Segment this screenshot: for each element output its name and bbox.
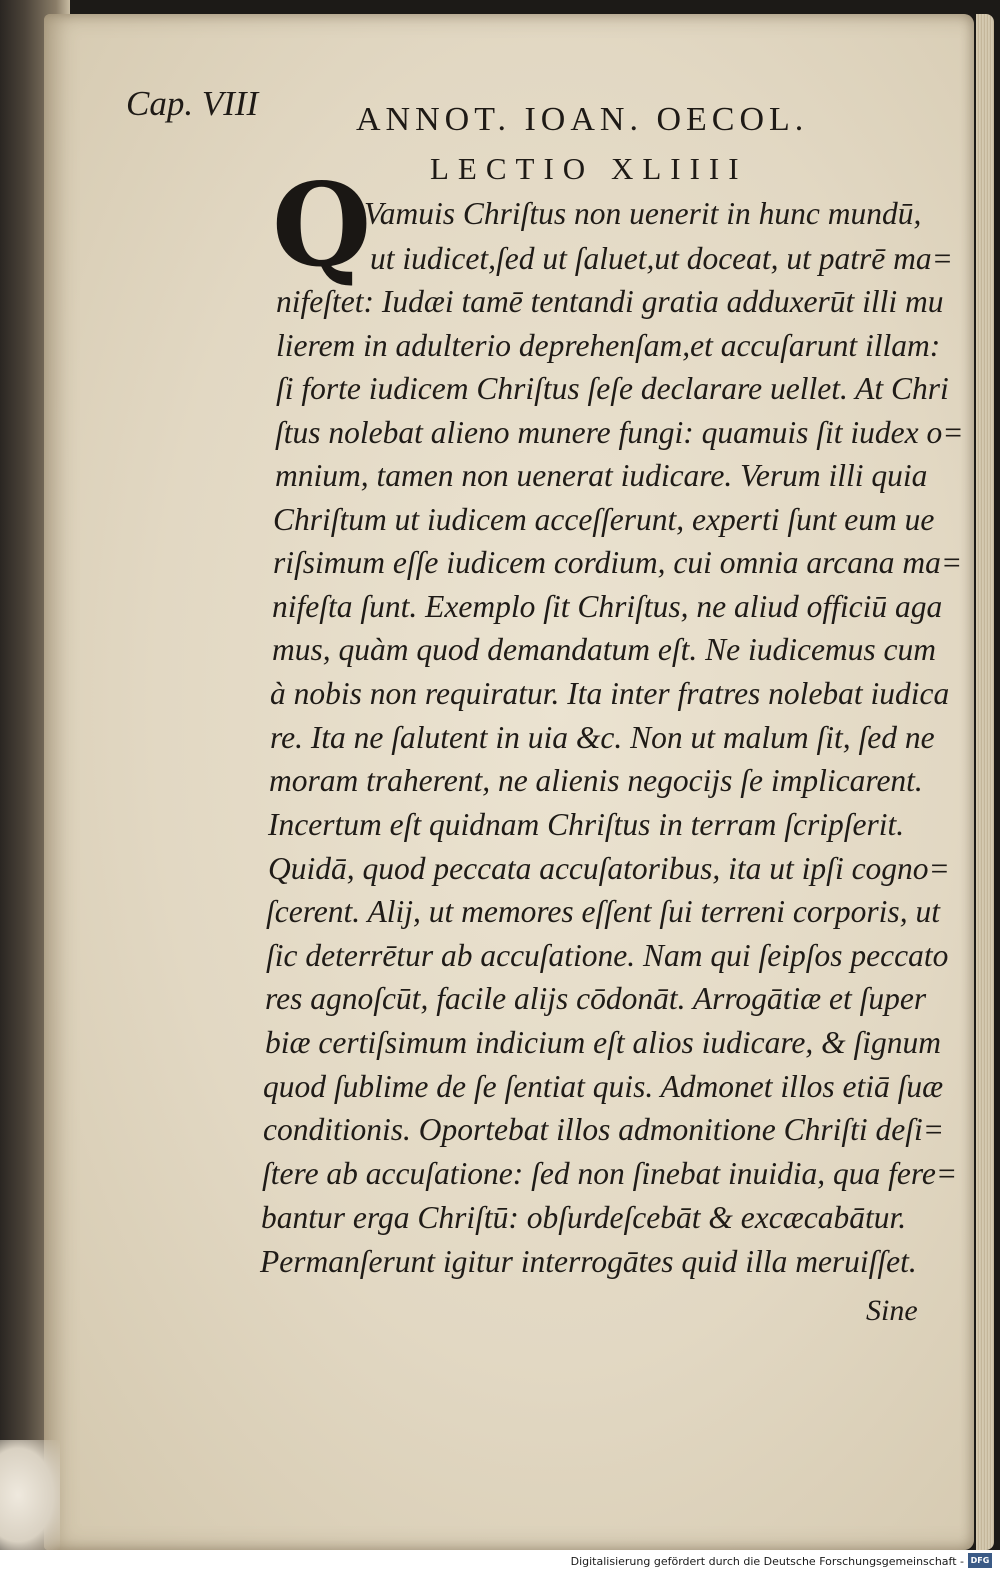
- text-line: Vamuis Chriſtus non uenerit in hunc mundū,: [364, 196, 922, 231]
- text-line: ſtus nolebat alieno munere fungi: quamuis ſit iudex o=: [275, 415, 964, 450]
- text-line: Quidā, quod peccata accuſatoribus, ita ut ipſi cogno=: [268, 851, 950, 886]
- text-line: ſtere ab accuſatione: ſed non ſinebat inuidia, qua fere=: [262, 1156, 958, 1191]
- text-line: lierem in adulterio deprehenſam,et accuſarunt illam:: [276, 328, 941, 363]
- text-line: riſsimum eſſe iudicem cordium, cui omnia arcana ma=: [273, 545, 963, 580]
- lectio-heading: LECTIO XLIIII: [430, 151, 748, 186]
- catchword: Sine: [866, 1294, 918, 1327]
- text-line: ſcerent. Alij, ut memores eſſent ſui terreni corporis, ut: [266, 894, 940, 929]
- text-line: nifeſta ſunt. Exemplo ſit Chriſtus, ne aliud officiū aga: [272, 589, 943, 624]
- text-line: nifeſtet: Iudæi tamē tentandi gratia adduxerūt illi mu: [276, 284, 944, 319]
- text-line: Permanſerunt igitur interrogātes quid illa meruiſſet.: [260, 1244, 917, 1279]
- drop-cap-initial: Q: [272, 158, 372, 292]
- text-line: re. Ita ne ſalutent in uia &c. Non ut malum ſit, ſed ne: [270, 720, 935, 755]
- dfg-logo-icon: DFG: [968, 1553, 992, 1568]
- running-title: ANNOT. IOAN. OECOL.: [356, 101, 809, 138]
- text-line: moram traherent, ne alienis negocijs ſe implicarent.: [269, 763, 923, 798]
- text-line: conditionis. Oportebat illos admonitione Chriſti deſi=: [263, 1112, 945, 1147]
- text-line: mnium, tamen non uenerat iudicare. Verum illi quia: [275, 458, 928, 493]
- text-line: bantur erga Chriſtū: obſurdeſcebāt & excæcabātur.: [261, 1200, 907, 1235]
- text-line: res agnoſcūt, facile alijs cōdonāt. Arrogātiæ et ſuper: [265, 981, 927, 1016]
- text-line: quod ſublime de ſe ſentiat quis. Admonet illos etiā ſuæ: [263, 1069, 944, 1104]
- chapter-label: Cap. VIII: [126, 84, 259, 123]
- text-line: Chriſtum ut iudicem acceſſerunt, experti ſunt eum ue: [273, 502, 935, 537]
- text-line: ſi forte iudicem Chriſtus ſeſe declarare uellet. At Chri: [276, 371, 949, 406]
- text-line: Incertum eſt quidnam Chriſtus in terram ſcripſerit.: [268, 807, 905, 842]
- text-line: ſic deterrētur ab accuſatione. Nam qui ſeipſos peccato: [266, 938, 949, 973]
- text-line: ut iudicet,ſed ut ſaluet,ut doceat, ut patrē ma=: [370, 241, 953, 276]
- text-line: mus, quàm quod demandatum eſt. Ne iudicemus cum: [272, 632, 937, 667]
- funding-credit: Digitalisierung gefördert durch die Deutsche Forschungsgemeinschaft -: [570, 1555, 964, 1568]
- text-line: biæ certiſsimum indicium eſt alios iudicare, & ſignum: [265, 1025, 942, 1060]
- text-line: à nobis non requiratur. Ita inter fratres nolebat iudica: [270, 676, 950, 711]
